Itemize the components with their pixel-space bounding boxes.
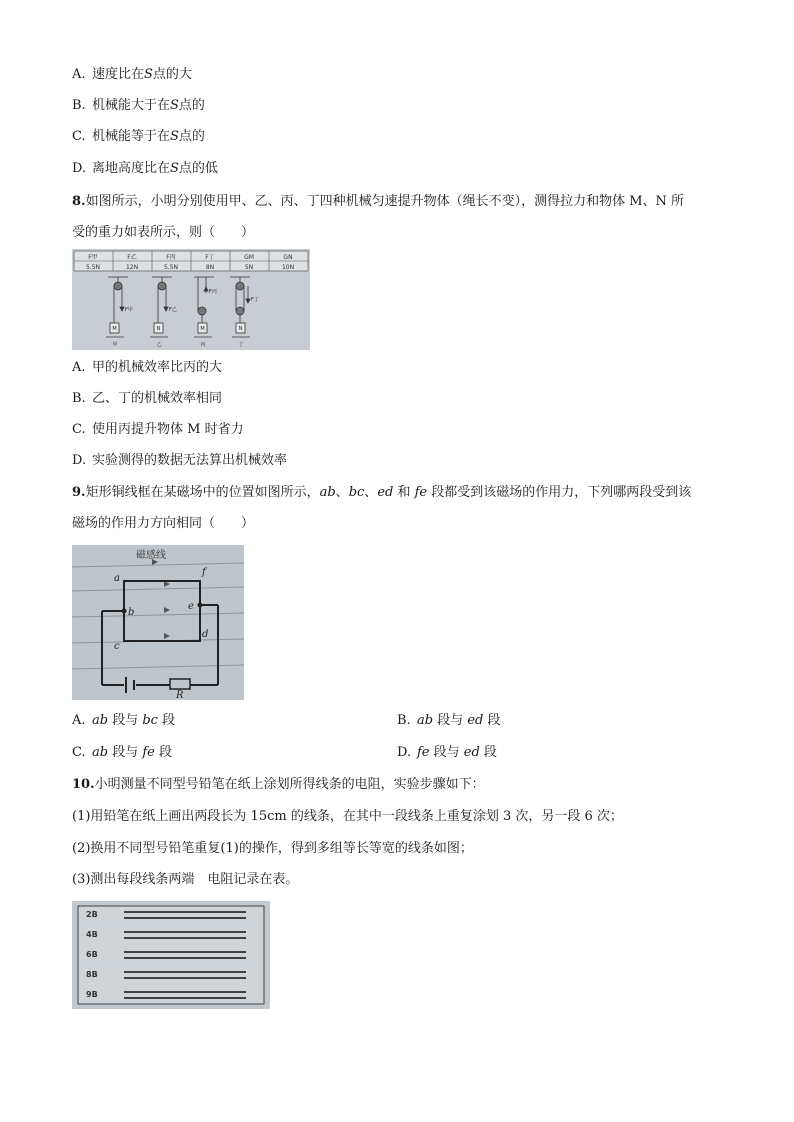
q10-stem — [72, 776, 485, 794]
force-label: F丙 — [209, 289, 217, 295]
question-number: 10. — [72, 777, 95, 792]
question-stem: 矩形铜线框在某磁场中的位置如图所示， — [85, 485, 320, 500]
point-label: e — [188, 601, 194, 612]
figure-label: 乙 — [156, 342, 162, 348]
question-stem: 如图所示，小明分别使用甲、乙、丙、丁四种机械匀速提升物体（绳长不变），测得拉力和物体 M、N 所 — [85, 194, 685, 209]
option-text: 段与 — [429, 745, 464, 760]
option-label: D. — [72, 161, 87, 176]
option-text-post: 段 — [479, 745, 497, 760]
q10-step1 — [72, 808, 623, 826]
table-header: F甲 — [88, 254, 98, 261]
option-text: 离地高度比在 — [92, 161, 171, 176]
figure-label: 丁 — [238, 342, 244, 348]
block-label: M — [200, 326, 205, 332]
option-text-post: 段 — [157, 713, 176, 728]
q8-stem-line2 — [72, 224, 254, 242]
option-label: A. — [72, 360, 86, 375]
block-label: N — [156, 326, 161, 332]
q9-stem-line2 — [72, 515, 254, 533]
q8-stem-line1 — [72, 193, 684, 211]
magnetic-field-figure — [72, 545, 244, 700]
point-label: f — [202, 567, 206, 578]
stem-sep: 和 — [393, 485, 415, 500]
q8-option-a — [72, 359, 222, 377]
segment-var: ab — [319, 485, 336, 500]
segment-var: fe — [414, 485, 428, 500]
segment-var: ed — [467, 713, 484, 728]
q9-option-a — [72, 712, 175, 730]
option-text: 乙、丁的机械效率相同 — [92, 391, 223, 406]
option-var: S — [170, 98, 179, 113]
pencil-label: 2B — [86, 910, 98, 919]
question-number: 9. — [72, 485, 86, 500]
segment-var: ed — [377, 485, 394, 500]
option-text: 机械能等于在 — [92, 129, 171, 144]
table-header: F乙 — [127, 254, 137, 261]
option-label: C. — [72, 745, 86, 760]
segment-var: fe — [142, 745, 155, 760]
step-text: (1)用铅笔在纸上画出两段长为 15cm 的线条，在其中一段线条上重复涂划 3 次，另一段 6 次； — [72, 809, 623, 824]
table-value: 5.5N — [85, 264, 101, 271]
figure-title: 磁感线 — [136, 550, 166, 561]
point-label: a — [114, 573, 120, 584]
option-text: 实验测得的数据无法算出机械效率 — [92, 453, 288, 468]
segment-var: ab — [417, 713, 434, 728]
pencil-label: 6B — [86, 950, 98, 959]
table-value: 8N — [205, 264, 215, 271]
q9-option-c — [72, 744, 172, 762]
force-label: F丁 — [251, 297, 259, 303]
table-header: GM — [244, 254, 254, 261]
segment-var: fe — [417, 745, 430, 760]
option-text-post: 段 — [154, 745, 172, 760]
table-header: F丁 — [205, 254, 215, 261]
table-value: 5.5N — [163, 264, 179, 271]
q9-stem-line1 — [72, 484, 691, 502]
force-label: F甲 — [125, 307, 133, 313]
option-text: 段与 — [433, 713, 468, 728]
q10-step3 — [72, 871, 298, 889]
question-number: 8. — [72, 194, 86, 209]
option-label: B. — [72, 391, 86, 406]
option-text-post: 点的低 — [178, 161, 218, 176]
option-label: A. — [72, 67, 86, 82]
stem-sep: 、 — [335, 485, 349, 500]
option-label: C. — [72, 422, 86, 437]
option-text-post: 点的大 — [152, 67, 192, 82]
q8-option-d — [72, 452, 287, 470]
segment-var: ed — [463, 745, 480, 760]
pencil-label: 9B — [86, 990, 98, 999]
force-label: F乙 — [169, 307, 177, 313]
segment-var: ab — [92, 713, 109, 728]
option-var: S — [170, 161, 179, 176]
q7-option-b — [72, 97, 205, 115]
point-label: d — [202, 629, 209, 640]
table-value: 10N — [281, 264, 295, 271]
option-text: 速度比在 — [92, 67, 145, 82]
figure-label: 甲 — [112, 342, 118, 348]
option-label: B. — [397, 713, 411, 728]
option-text-post: 点的 — [178, 129, 205, 144]
q7-option-c — [72, 128, 205, 146]
q10-step2 — [72, 840, 473, 858]
q8-option-b — [72, 390, 222, 408]
pencil-lines-figure — [72, 901, 270, 1009]
pulley-figure — [72, 249, 310, 350]
option-text-post: 点的 — [178, 98, 205, 113]
option-var: S — [144, 67, 153, 82]
stem-sep: 、 — [364, 485, 378, 500]
q8-option-c — [72, 421, 244, 439]
pencil-label: 4B — [86, 930, 98, 939]
q9-option-b — [397, 712, 501, 730]
option-var: S — [170, 129, 179, 144]
option-label: C. — [72, 129, 86, 144]
option-label: D. — [72, 453, 87, 468]
step-text: (3)测出每段线条两端 电阻记录在表。 — [72, 872, 299, 887]
q7-option-a — [72, 66, 192, 84]
option-text-post: 段 — [483, 713, 501, 728]
segment-var: bc — [348, 485, 365, 500]
question-stem-cont: 受的重力如表所示，则（ ） — [72, 225, 255, 240]
option-text: 段与 — [108, 745, 143, 760]
point-label: c — [114, 641, 120, 652]
table-header: F丙 — [166, 254, 176, 261]
question-stem-cont: 段都受到该磁场的作用力，下列哪两段受到该 — [427, 485, 692, 500]
option-label: B. — [72, 98, 86, 113]
option-text: 机械能大于在 — [92, 98, 171, 113]
q9-option-d — [397, 744, 497, 762]
point-label: b — [128, 607, 135, 618]
option-label: A. — [72, 713, 86, 728]
block-label: N — [238, 326, 243, 332]
figure-label: 丙 — [200, 342, 206, 348]
option-label: D. — [397, 745, 412, 760]
resistor-label: R — [176, 690, 184, 700]
q7-option-d — [72, 160, 218, 178]
question-stem-cont: 磁场的作用力方向相同（ ） — [72, 516, 255, 531]
step-text: (2)换用不同型号铅笔重复(1)的操作，得到多组等长等宽的线条如图； — [72, 841, 473, 856]
segment-var: ab — [92, 745, 109, 760]
segment-var: bc — [142, 713, 158, 728]
option-text: 段与 — [108, 713, 143, 728]
block-label: M — [112, 326, 117, 332]
option-text: 甲的机械效率比丙的大 — [92, 360, 223, 375]
question-stem: 小明测量不同型号铅笔在纸上涂划所得线条的电阻，实验步骤如下： — [94, 777, 485, 792]
pencil-label: 8B — [86, 970, 98, 979]
table-value: 5N — [244, 264, 254, 271]
option-text: 使用丙提升物体 M 时省力 — [92, 422, 244, 437]
table-header: GN — [283, 254, 293, 261]
table-value: 12N — [125, 264, 139, 271]
